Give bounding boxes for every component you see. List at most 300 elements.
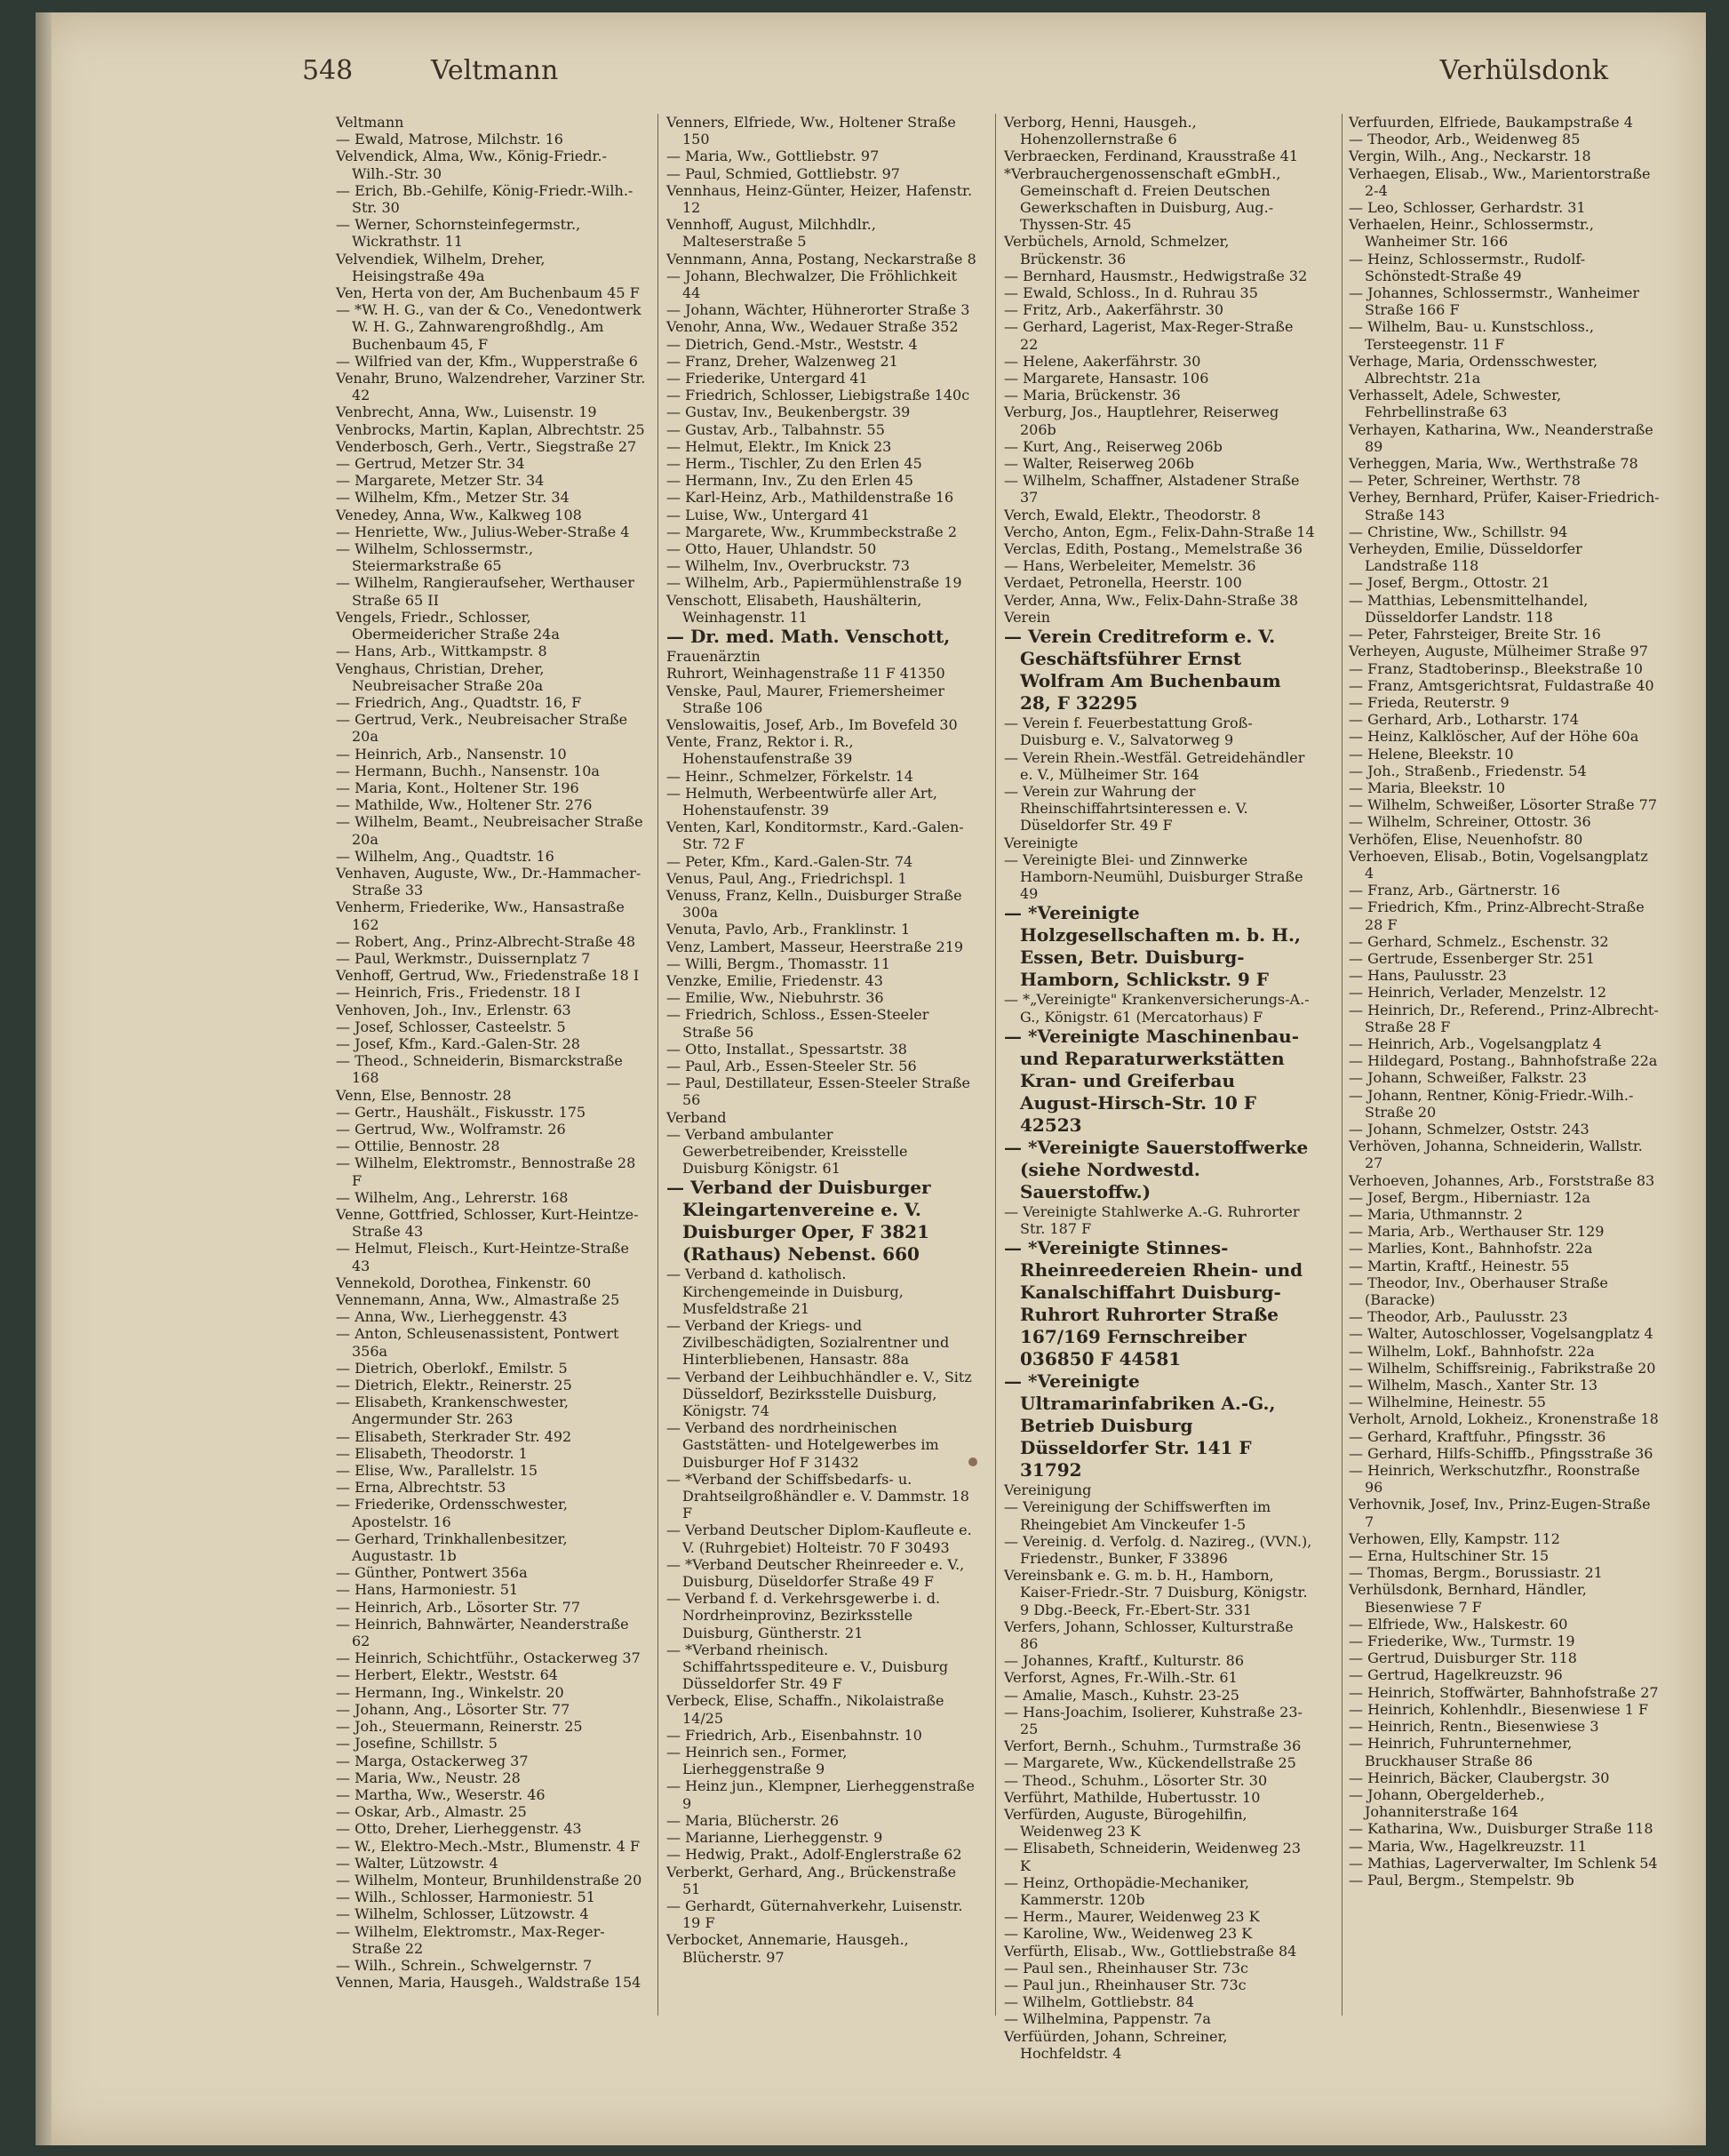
directory-entry: — Wilhelm, Kfm., Metzer Str. 34 <box>336 489 570 507</box>
directory-entry: Vennen, Maria, Hausgeh., Waldstraße 154 <box>336 1974 641 1992</box>
directory-entry: — *„Vereinigte" Krankenversicherungs-A.-G., Königstr. 61 (Mercatorhaus) F <box>1004 991 1310 1026</box>
directory-entry: — Vereinigte Blei- und Zinnwerke Hamborn-Neumühl, Duisburger Straße 49 <box>1004 850 1303 903</box>
directory-entry: — Fritz, Arb., Aakerfährstr. 30 <box>1004 301 1224 319</box>
directory-entry: — Heinrich, Rentn., Biesenwiese 3 <box>1349 1718 1599 1736</box>
directory-entry: Verband <box>666 1108 727 1126</box>
directory-entry: Venus, Paul, Ang., Friedrichspl. 1 <box>666 869 907 887</box>
directory-entry: — Peter, Fahrsteiger, Breite Str. 16 <box>1349 626 1601 643</box>
directory-entry: — Maria, Uthmannstr. 2 <box>1349 1206 1523 1223</box>
directory-entry: — Wilhelm, Schiffsreinig., Fabrikstraße 20 <box>1349 1359 1656 1377</box>
directory-entry: Verhage, Maria, Ordensschwester, Albrechtstr. 21a <box>1349 352 1598 387</box>
directory-entry: Venuta, Pavlo, Arb., Franklinstr. 1 <box>666 921 911 938</box>
directory-entry: Verfürden, Auguste, Bürogehilfin, Weidenweg 23 K <box>1004 1806 1247 1841</box>
directory-entry: — *Vereinigte Stinnes-Rheinreedereien Rhein- und Kanalschiffahrt Duisburg-Ruhrort Ruhrorter Straße 167/169 Fernschreiber 036850 F 44581 <box>1004 1237 1303 1370</box>
directory-entry: — Peter, Schreiner, Werthstr. 78 <box>1349 472 1581 490</box>
directory-entry: — Heinrich, Dr., Referend., Prinz-Albrecht-Straße 28 F <box>1349 1001 1659 1035</box>
directory-entry: — Johann, Rentner, König-Friedr.-Wilh.-Straße 20 <box>1349 1086 1634 1121</box>
directory-entry: — Margarete, Ww., Krummbeckstraße 2 <box>666 523 957 540</box>
directory-entry: — Hans-Joachim, Isolierer, Kuhstraße 23-25 <box>1004 1703 1303 1737</box>
directory-entry: — Verband des nordrheinischen Gaststätten- und Hotelgewerbes im Duisburger Hof F 31432 <box>666 1419 939 1471</box>
directory-entry: Vereinsbank e. G. m. b. H., Hamborn, Kaiser-Friedr.-Str. 7 Duisburg, Königstr. 9 Dbg.-Beeck, Fr.-Ebert-Str. 331 <box>1004 1567 1308 1618</box>
directory-entry: Venhoff, Gertrud, Ww., Friedenstraße 18 I <box>336 967 640 985</box>
directory-entry: — Erich, Bb.-Gehilfe, König-Friedr.-Wilh.-Str. 30 <box>336 181 633 217</box>
directory-entry: Verbocket, Annemarie, Hausgeh., Blücherstr. 97 <box>666 1931 909 1966</box>
left-running-head: Veltmann <box>431 55 559 86</box>
directory-entry: Verburg, Jos., Hauptlehrer, Reiserweg 206b <box>1004 403 1279 438</box>
directory-entry: — W., Elektro-Mech.-Mstr., Blumenstr. 4 F <box>336 1837 641 1855</box>
directory-entry: Verfuurden, Elfriede, Baukampstraße 4 <box>1349 114 1633 131</box>
directory-entry: Verborg, Henni, Hausgeh., Hohenzollernstraße 6 <box>1004 114 1197 148</box>
directory-entry: — Paul jun., Rheinhauser Str. 73c <box>1004 1976 1247 1994</box>
directory-entry: — Marlies, Kont., Bahnhofstr. 22a <box>1349 1240 1593 1258</box>
directory-entry: — Maria, Brückenstr. 36 <box>1004 387 1181 404</box>
directory-entry: — Christine, Ww., Schillstr. 94 <box>1349 523 1568 540</box>
directory-entry: — Wilhelm, Schaffner, Alstadener Straße 37 <box>1004 472 1300 507</box>
directory-entry: — Vereinig. d. Verfolg. d. Nazireg., (VVN.), Friedenstr., Bunker, F 33896 <box>1004 1532 1312 1567</box>
directory-entry: — Friedrich, Kfm., Prinz-Albrecht-Straße 28 F <box>1349 898 1645 933</box>
directory-entry: — Paul, Werkmstr., Duissernplatz 7 <box>336 949 591 967</box>
directory-entry: Verch, Ewald, Elektr., Theodorstr. 8 <box>1004 506 1262 523</box>
directory-entry: — Anton, Schleusenassistent, Pontwert 356a <box>336 1325 619 1360</box>
directory-entry: — Verband der Kriegs- und Zivilbeschädigten, Sozialrentner und Hinterbliebenen, Hansastr. 88a <box>666 1317 950 1369</box>
directory-entry: — Maria, Blücherstr. 26 <box>666 1811 840 1829</box>
directory-entry: Verfürth, Elisab., Ww., Gottliebstraße 84 <box>1004 1942 1297 1960</box>
directory-entry: — Martha, Ww., Weserstr. 46 <box>336 1785 546 1803</box>
directory-entry: — Friederike, Untergard 41 <box>666 370 868 387</box>
directory-entry: — Ottilie, Bennostr. 28 <box>336 1138 500 1155</box>
directory-entry: Vercho, Anton, Egm., Felix-Dahn-Straße 14 <box>1004 523 1315 540</box>
directory-entry: — Gerhard, Lagerist, Max-Reger-Straße 22 <box>1004 318 1294 353</box>
directory-entry: — Dietrich, Elektr., Reinerstr. 25 <box>336 1377 572 1394</box>
directory-entry: — Dietrich, Gend.-Mstr., Weststr. 4 <box>666 335 918 353</box>
directory-entry: — Walter, Autoschlosser, Vogelsangplatz 4 <box>1349 1325 1653 1343</box>
directory-entry: Venn, Else, Bennostr. 28 <box>336 1086 512 1104</box>
directory-entry: Vereinigung <box>1004 1481 1092 1499</box>
directory-entry: — Heinrich, Schichtführ., Ostackerweg 37 <box>336 1649 641 1667</box>
directory-entry: Ruhrort, Weinhagenstraße 11 F 41350 <box>666 665 945 683</box>
directory-entry: — Leo, Schlosser, Gerhardstr. 31 <box>1349 199 1586 217</box>
directory-entry: Verhoeven, Johannes, Arb., Forststraße 83 <box>1349 1171 1655 1189</box>
directory-entry: — Elisabeth, Krankenschwester, Angermunder Str. 263 <box>336 1393 570 1428</box>
directory-entry: — Verein Rhein.-Westfäl. Getreidehändler e. V., Mülheimer Str. 164 <box>1004 748 1305 783</box>
directory-entry: Verder, Anna, Ww., Felix-Dahn-Straße 38 <box>1004 591 1298 609</box>
directory-entry: — Elisabeth, Theodorstr. 1 <box>336 1444 528 1462</box>
directory-entry: — Vereinigte Stahlwerke A.-G. Ruhrorter Str. 187 F <box>1004 1202 1300 1237</box>
directory-entry: — Gertrud, Verk., Neubreisacher Straße 20a <box>336 711 628 746</box>
directory-entry: — Wilhelm, Elektromstr., Bennostraße 28 F <box>336 1154 636 1189</box>
directory-entry: — Gerhard, Trinkhallenbesitzer, Augustastr. 1b <box>336 1529 568 1565</box>
directory-entry: — Mathilde, Ww., Holtener Str. 276 <box>336 796 593 814</box>
column-divider <box>995 114 996 2016</box>
directory-entry: — Franz, Stadtoberinsp., Bleekstraße 10 <box>1349 659 1643 677</box>
directory-entry: — Mathias, Lagerverwalter, Im Schlenk 54 <box>1349 1854 1658 1872</box>
column-2 <box>666 114 977 2016</box>
directory-entry: — Robert, Ang., Prinz-Albrecht-Straße 48 <box>336 932 636 950</box>
directory-entry: Venbrocks, Martin, Kaplan, Albrechtstr. 25 <box>336 420 645 438</box>
directory-entry: Venahr, Bruno, Walzendreher, Varziner Str. 42 <box>336 370 646 404</box>
directory-entry: Vengels, Friedr., Schlosser, Obermeidericher Straße 24a <box>336 608 560 643</box>
column-3 <box>1004 114 1315 2062</box>
directory-entry: — *Vereinigte Sauerstoffwerke (siehe Nordwestd. Sauerstoffw.) <box>1004 1136 1309 1202</box>
page-edge <box>36 12 52 2145</box>
directory-entry: — Wilh., Schrein., Schwelgernstr. 7 <box>336 1956 593 1974</box>
directory-entry: Verfers, Johann, Schlosser, Kulturstraße 86 <box>1004 1617 1294 1652</box>
directory-entry: — Heinz, Kalklöscher, Auf der Höhe 60a <box>1349 728 1639 746</box>
directory-entry: — Josef, Bergm., Hiberniastr. 12a <box>1349 1188 1590 1206</box>
directory-entry: — Friedrich, Ang., Quadtstr. 16, F <box>336 693 582 711</box>
directory-entry: — Frieda, Reuterstr. 9 <box>1349 693 1510 711</box>
directory-entry: Frauenärztin <box>666 648 761 666</box>
directory-entry: — Gertrud, Duisburger Str. 118 <box>1349 1649 1577 1667</box>
directory-entry: — Heinrich, Arb., Lösorter Str. 77 <box>336 1598 581 1616</box>
directory-entry: — Johann, Blechwalzer, Die Fröhlichkeit 44 <box>666 267 958 302</box>
directory-entry: — Hedwig, Prakt., Adolf-Englerstraße 62 <box>666 1846 962 1864</box>
directory-entry: — Heinrich, Fuhrunternehmer, Bruckhauser Straße 86 <box>1349 1735 1573 1769</box>
directory-entry: — Friedrich, Arb., Eisenbahnstr. 10 <box>666 1726 922 1744</box>
page-number: 548 <box>302 55 354 86</box>
directory-entry: — Hans, Harmoniestr. 51 <box>336 1581 519 1599</box>
directory-entry: — Helene, Aakerfährstr. 30 <box>1004 352 1201 370</box>
directory-entry: Venslowaitis, Josef, Arb., Im Bovefeld 30 <box>666 715 958 733</box>
directory-entry: — Emilie, Ww., Niebuhrstr. 36 <box>666 989 884 1007</box>
directory-entry: — Heinrich, Stoffwärter, Bahnhofstraße 27 <box>1349 1683 1659 1701</box>
directory-entry: Venherm, Friederike, Ww., Hansastraße 162 <box>336 898 625 933</box>
directory-entry: — Joh., Steuermann, Reinerstr. 25 <box>336 1718 583 1736</box>
directory-entry: — Wilhelm, Bau- u. Kunstschloss., Tersteegenstr. 11 F <box>1349 318 1594 353</box>
directory-entry: — Johann, Obergelderheb., Johanniterstraße 164 <box>1349 1785 1545 1821</box>
directory-entry: Velvendick, Alma, Ww., König-Friedr.-Wilh.-Str. 30 <box>336 148 607 182</box>
directory-entry: — Josefine, Schillstr. 5 <box>336 1735 498 1753</box>
directory-entry: Vereinigte <box>1004 834 1079 851</box>
directory-entry: Venhoven, Joh., Inv., Erlenstr. 63 <box>336 1001 571 1018</box>
directory-entry: — Heinrich sen., Former, Lierheggenstraße 9 <box>666 1744 848 1778</box>
directory-entry: — Helmut, Elektr., Im Knick 23 <box>666 437 892 455</box>
directory-entry: Verhayen, Katharina, Ww., Neanderstraße 89 <box>1349 420 1653 455</box>
directory-entry: — Johann, Ang., Lösorter Str. 77 <box>336 1700 570 1718</box>
directory-entry: — Friederike, Ww., Turmstr. 19 <box>1349 1633 1575 1650</box>
directory-entry: Venderbosch, Gerh., Vertr., Siegstraße 27 <box>336 437 637 455</box>
directory-entry: — Wilfried van der, Kfm., Wupperstraße 6 <box>336 352 638 370</box>
directory-entry: — Marianne, Lierheggenstr. 9 <box>666 1829 883 1847</box>
directory-entry: — Johann, Wächter, Hühnerorter Straße 3 <box>666 301 970 319</box>
directory-entry: Venske, Paul, Maurer, Friemersheimer Straße 106 <box>666 682 945 716</box>
directory-entry: Verhülsdonk, Bernhard, Händler, Biesenwiese 7 F <box>1349 1581 1587 1616</box>
directory-entry: — Heinz jun., Klempner, Lierheggenstraße 9 <box>666 1777 975 1812</box>
directory-entry: — Gerhard, Kraftfuhr., Pfingsstr. 36 <box>1349 1427 1606 1445</box>
directory-entry: Verhaegen, Elisab., Ww., Marientorstraße 2-4 <box>1349 164 1651 199</box>
directory-entry: — Josef, Schlosser, Casteelstr. 5 <box>336 1018 566 1035</box>
directory-entry: — Wilhelm, Rangieraufseher, Werthauser Straße 65 II <box>336 574 634 609</box>
directory-entry: — Theod., Schuhm., Lösorter Str. 30 <box>1004 1771 1268 1789</box>
directory-entry: — Ewald, Schloss., In d. Ruhrau 35 <box>1004 284 1258 302</box>
directory-entry: Venghaus, Christian, Dreher, Neubreisacher Straße 20a <box>336 659 545 694</box>
directory-entry: Verhovnik, Josef, Inv., Prinz-Eugen-Straße 7 <box>1349 1496 1651 1530</box>
directory-entry: — Gertrude, Essenberger Str. 251 <box>1349 949 1595 967</box>
directory-entry: — Verband der Leihbuchhändler e. V., Sitz Düsseldorf, Bezirksstelle Duisburg, Königstr. 74 <box>666 1368 972 1420</box>
directory-entry: Vennekold, Dorothea, Finkenstr. 60 <box>336 1274 592 1291</box>
page-header <box>302 53 1608 96</box>
directory-entry: Venedey, Anna, Ww., Kalkweg 108 <box>336 506 582 523</box>
directory-entry: — *Verband der Schiffsbedarfs- u. Drahtseilgroßhändler e. V. Dammstr. 18 F <box>666 1470 969 1522</box>
directory-entry: — Maria, Kont., Holtener Str. 196 <box>336 779 579 796</box>
directory-entry: — Martin, Kraftf., Heinestr. 55 <box>1349 1257 1570 1274</box>
directory-entry: — Wilhelm, Monteur, Brunhildenstraße 20 <box>336 1871 642 1888</box>
directory-entry: — Heinr., Schmelzer, Förkelstr. 14 <box>666 767 913 785</box>
directory-entry: — Elise, Ww., Parallelstr. 15 <box>336 1462 538 1480</box>
directory-entry: — Wilh., Schlosser, Harmoniestr. 51 <box>336 1888 595 1906</box>
directory-entry: — Paul, Destillateur, Essen-Steeler Straße 56 <box>666 1074 971 1109</box>
directory-entry: — Wilhelm, Ang., Quadtstr. 16 <box>336 847 554 865</box>
directory-entry: Verhasselt, Adele, Schwester, Fehrbellinstraße 63 <box>1349 387 1562 421</box>
directory-entry: — Maria, Ww., Neustr. 28 <box>336 1769 521 1786</box>
directory-entry: — Maria, Arb., Werthauser Str. 129 <box>1349 1223 1605 1241</box>
directory-entry: — Anna, Ww., Lierheggenstr. 43 <box>336 1308 568 1326</box>
directory-entry: — Wilhelm, Arb., Papiermühlenstraße 19 <box>666 574 962 592</box>
directory-entry: — Werner, Schornsteinfegermstr., Wickrathstr. 11 <box>336 216 581 251</box>
directory-entry: Vennhoff, August, Milchhdlr., Malteserstraße 5 <box>666 216 876 251</box>
directory-entry: — Maria, Ww., Hagelkreuzstr. 11 <box>1349 1837 1587 1855</box>
directory-entry: — *Vereinigte Ultramarinfabriken A.-G., Betrieb Duisburg Düsseldorfer Str. 141 F 31792 <box>1004 1370 1276 1481</box>
directory-entry: — Henriette, Ww., Julius-Weber-Straße 4 <box>336 523 630 540</box>
directory-entry: — Bernhard, Hausmstr., Hedwigstraße 32 <box>1004 267 1308 284</box>
directory-entry: — Theodor, Arb., Paulusstr. 23 <box>1349 1308 1568 1326</box>
directory-entry: — Wilhelm, Schlossermstr., Steiermarkstraße 65 <box>336 540 534 575</box>
directory-entry: — *Vereinigte Holzgesellschaften m. b. H., Essen, Betr. Duisburg-Hamborn, Schlickstr. 9 F <box>1004 902 1301 991</box>
directory-entry: — Helmuth, Werbeentwürfe aller Art, Hohenstaufenstr. 39 <box>666 784 937 818</box>
directory-entry: — Wilhelm, Inv., Overbruckstr. 73 <box>666 557 910 575</box>
directory-entry: — Heinrich, Fris., Friedenstr. 18 I <box>336 984 581 1002</box>
directory-entry: — Helene, Bleekstr. 10 <box>1349 745 1514 763</box>
directory-entry: — Heinrich, Verlader, Menzelstr. 12 <box>1349 984 1606 1002</box>
directory-entry: — Otto, Dreher, Lierheggenstr. 43 <box>336 1820 582 1838</box>
directory-entry: — Heinrich, Arb., Vogelsangplatz 4 <box>1349 1034 1602 1052</box>
directory-entry: — Joh., Straßenb., Friedenstr. 54 <box>1349 762 1587 779</box>
directory-entry: Verdaet, Petronella, Heerstr. 100 <box>1004 574 1242 592</box>
directory-entry: — Wilhelmina, Pappenstr. 7a <box>1004 2010 1211 2028</box>
directory-entry: — Margarete, Ww., Kückendellstraße 25 <box>1004 1754 1296 1772</box>
directory-entry: — Oskar, Arb., Almastr. 25 <box>336 1803 527 1821</box>
directory-entry: — Günther, Pontwert 356a <box>336 1564 528 1582</box>
directory-entry: Vennhaus, Heinz-Günter, Heizer, Hafenstr. 12 <box>666 181 973 217</box>
directory-entry: — Helmut, Fleisch., Kurt-Heintze-Straße 43 <box>336 1240 629 1274</box>
directory-entry: Venschott, Elisabeth, Haushälterin, Weinhagenstr. 11 <box>666 591 922 626</box>
directory-entry: — Walter, Lützowstr. 4 <box>336 1854 498 1872</box>
directory-entry: — Dr. med. Math. Venschott, <box>666 626 951 648</box>
directory-entry: — Gertrud, Metzer Str. 34 <box>336 455 525 473</box>
directory-entry: — Wilhelm, Masch., Xanter Str. 13 <box>1349 1377 1598 1394</box>
directory-entry: — Heinrich, Arb., Nansenstr. 10 <box>336 745 567 763</box>
directory-entry: — Franz, Amtsgerichtsrat, Fuldastraße 40 <box>1349 676 1654 694</box>
directory-entry: Verbraecken, Ferdinand, Krausstraße 41 <box>1004 148 1299 165</box>
directory-entry: — Wilhelmine, Heinestr. 55 <box>1349 1393 1546 1411</box>
directory-entry: Venbrecht, Anna, Ww., Luisenstr. 19 <box>336 403 597 421</box>
directory-entry: — Gertrud, Ww., Wolframstr. 26 <box>336 1120 566 1138</box>
directory-entry: — Franz, Dreher, Walzenweg 21 <box>666 352 898 370</box>
directory-entry: — Verein Creditreform e. V. Geschäftsführer Ernst Wolfram Am Buchenbaum 28, F 32295 <box>1004 626 1281 715</box>
directory-entry: — Wilhelm, Beamt., Neubreisacher Straße 20a <box>336 813 643 848</box>
directory-entry: — Wilhelm, Ang., Lehrerstr. 168 <box>336 1188 569 1206</box>
directory-entry: — Hans, Paulusstr. 23 <box>1349 967 1507 985</box>
directory-entry: — Verband Deutscher Diplom-Kaufleute e. V. (Ruhrgebiet) Holteistr. 70 F 30493 <box>666 1521 972 1556</box>
directory-entry: — Erna, Hultschiner Str. 15 <box>1349 1547 1550 1565</box>
directory-entry: — *W. H. G., van der & Co., Venedontwerk W. H. G., Zahnwarengroßhdlg., Am Buchenbaum 45, F <box>336 301 641 353</box>
directory-entry: — Friederike, Ordensschwester, Apostelstr. 16 <box>336 1496 568 1530</box>
directory-entry: — Thomas, Bergm., Borussiastr. 21 <box>1349 1564 1603 1582</box>
directory-entry: Verführt, Mathilde, Hubertusstr. 10 <box>1004 1788 1261 1806</box>
directory-entry: Vergin, Wilh., Ang., Neckarstr. 18 <box>1349 148 1591 165</box>
directory-entry: — Otto, Hauer, Uhlandstr. 50 <box>666 540 877 558</box>
directory-entry: — Heinrich, Kohlenhdlr., Biesenwiese 1 F <box>1349 1700 1649 1718</box>
directory-entry: Venuss, Franz, Kelln., Duisburger Straße 300a <box>666 886 962 922</box>
directory-entry: — Gerhard, Hilfs-Schiffb., Pfingsstraße 36 <box>1349 1444 1653 1462</box>
directory-entry: Vente, Franz, Rektor i. R., Hohenstaufenstraße 39 <box>666 733 854 768</box>
directory-entry: — Karoline, Ww., Weidenweg 23 K <box>1004 1925 1253 1943</box>
directory-entry: Verclas, Edith, Postang., Memelstraße 36 <box>1004 540 1303 558</box>
directory-entry: — Friedrich, Schlosser, Liebigstraße 140c <box>666 387 970 404</box>
directory-entry: — Verein f. Feuerbestattung Groß-Duisburg e. V., Salvatorweg 9 <box>1004 715 1253 749</box>
directory-entry: — Herbert, Elektr., Weststr. 64 <box>336 1666 558 1684</box>
directory-entry: — Luise, Ww., Untergard 41 <box>666 506 870 523</box>
directory-entry: Verhey, Bernhard, Prüfer, Kaiser-Friedrich-Straße 143 <box>1349 489 1660 523</box>
directory-entry: — Johann, Schmelzer, Oststr. 243 <box>1349 1120 1590 1138</box>
ink-dot <box>968 1457 977 1466</box>
directory-entry: — Margarete, Metzer Str. 34 <box>336 472 545 490</box>
directory-entry: — Amalie, Masch., Kuhstr. 23-25 <box>1004 1686 1239 1704</box>
directory-entry: Venten, Karl, Konditormstr., Kard.-Galen-Str. 72 F <box>666 818 964 853</box>
directory-entry: — Verband der Duisburger Kleingartenvereine e. V. Duisburger Oper, F 3821 (Rathaus) Nebenst. 660 <box>666 1177 931 1266</box>
directory-entry: Venners, Elfriede, Ww., Holtener Straße 150 <box>666 114 956 148</box>
directory-entry: — Hildegard, Postang., Bahnhofstraße 22a <box>1349 1052 1658 1070</box>
directory-entry: Verhöfen, Elise, Neuenhofstr. 80 <box>1349 830 1583 848</box>
directory-entry: — Karl-Heinz, Arb., Mathildenstraße 16 <box>666 489 954 507</box>
directory-entry: — Herm., Maurer, Weidenweg 23 K <box>1004 1908 1260 1926</box>
directory-entry: — Heinrich, Werkschutzfhr., Roonstraße 96 <box>1349 1462 1640 1497</box>
directory-entry: Venhaven, Auguste, Ww., Dr.-Hammacher-Straße 33 <box>336 864 641 899</box>
directory-columns <box>336 114 1660 2062</box>
directory-entry: — Hermann, Inv., Zu den Erlen 45 <box>666 472 913 490</box>
directory-entry: Verheggen, Maria, Ww., Werthstraße 78 <box>1349 455 1638 473</box>
directory-entry: — Dietrich, Oberlokf., Emilstr. 5 <box>336 1359 568 1377</box>
directory-entry: — *Verband rheinisch. Schiffahrtsspediteure e. V., Duisburg Düsseldorfer Str. 49 F <box>666 1641 949 1693</box>
directory-entry: — Heinz, Schlossermstr., Rudolf-Schönstedt-Straße 49 <box>1349 250 1586 284</box>
directory-entry: — Theodor, Inv., Oberhauser Straße (Baracke) <box>1349 1274 1608 1309</box>
directory-entry: Verbeck, Elise, Schaffn., Nikolaistraße 14/25 <box>666 1692 944 1727</box>
directory-entry: — Heinrich, Bahnwärter, Neanderstraße 62 <box>336 1615 629 1650</box>
directory-entry: — Johann, Schweißer, Falkstr. 23 <box>1349 1069 1587 1087</box>
directory-entry: Velvendiek, Wilhelm, Dreher, Heisingstraße 49a <box>336 250 546 284</box>
directory-entry: — Maria, Ww., Gottliebstr. 97 <box>666 148 880 165</box>
directory-entry: — Josef, Kfm., Kard.-Galen-Str. 28 <box>336 1034 580 1052</box>
directory-entry: — Verband d. katholisch. Kirchengemeinde in Duisburg, Musfeldstraße 21 <box>666 1266 904 1317</box>
directory-entry: — Gerhardt, Güternahverkehr, Luisenstr. 19 F <box>666 1896 963 1932</box>
directory-entry: Venzke, Emilie, Friedenstr. 43 <box>666 971 883 989</box>
directory-entry: Verhoeven, Elisab., Botin, Vogelsangplatz 4 <box>1349 847 1648 882</box>
directory-entry: — Ewald, Matrose, Milchstr. 16 <box>336 131 563 148</box>
directory-entry: Ven, Herta von der, Am Buchenbaum 45 F <box>336 284 640 302</box>
directory-entry: — Josef, Bergm., Ottostr. 21 <box>1349 574 1550 592</box>
directory-entry: Verein <box>1004 608 1051 626</box>
directory-entry: Verfort, Bernh., Schuhm., Turmstraße 36 <box>1004 1737 1302 1755</box>
directory-entry: — Wilhelm, Schweißer, Lösorter Straße 77 <box>1349 796 1658 814</box>
directory-entry: — *Verband Deutscher Rheinreeder e. V., Duisburg, Düseldorfer Straße 49 F <box>666 1555 965 1591</box>
column-1 <box>336 114 647 2016</box>
directory-entry: Verberkt, Gerhard, Ang., Brückenstraße 51 <box>666 1863 957 1897</box>
directory-entry: — Hermann, Buchh., Nansenstr. 10a <box>336 762 600 779</box>
directory-entry: — *Vereinigte Maschinenbau- und Reparaturwerkstätten Kran- und Greiferbau August-Hirsch-Str. 10 F 42523 <box>1004 1025 1300 1136</box>
directory-entry: — Gerhard, Schmelz., Eschenstr. 32 <box>1349 932 1609 950</box>
directory-entry: Veltmann <box>336 114 404 131</box>
directory-entry: — Gustav, Arb., Talbahnstr. 55 <box>666 420 885 438</box>
directory-entry: — Erna, Albrechtstr. 53 <box>336 1479 506 1497</box>
directory-entry: — Kurt, Ang., Reiserweg 206b <box>1004 437 1223 455</box>
directory-entry: Verholt, Arnold, Lokheiz., Kronenstraße 18 <box>1349 1410 1659 1428</box>
directory-entry: — Walter, Reiserweg 206b <box>1004 455 1194 473</box>
directory-entry: Venne, Gottfried, Schlosser, Kurt-Heintze-Straße 43 <box>336 1206 639 1241</box>
directory-entry: *Verbrauchergenossenschaft eGmbH., Gemeinschaft d. Freien Deutschen Gewerkschaften in Duisburg, Aug.-Thyssen-Str. 45 <box>1004 164 1281 234</box>
directory-entry: Venohr, Anna, Ww., Wedauer Straße 352 <box>666 318 959 336</box>
directory-entry: Verhowen, Elly, Kampstr. 112 <box>1349 1529 1560 1547</box>
directory-entry: Verheyen, Auguste, Mülheimer Straße 97 <box>1349 643 1648 660</box>
directory-entry: — Willi, Bergm., Thomasstr. 11 <box>666 954 891 972</box>
directory-entry: — Heinz, Orthopädie-Mechaniker, Kammerstr. 120b <box>1004 1873 1249 1909</box>
directory-entry: Vennmann, Anna, Postang, Neckarstraße 8 <box>666 250 976 268</box>
directory-entry: — Wilhelm, Schreiner, Ottostr. 36 <box>1349 813 1591 831</box>
directory-entry: — Elisabeth, Schneiderin, Weidenweg 23 K <box>1004 1840 1302 1874</box>
directory-entry: — Hans, Arb., Wittkampstr. 8 <box>336 643 547 660</box>
directory-entry: — Franz, Arb., Gärtnerstr. 16 <box>1349 882 1560 899</box>
directory-entry: — Verein zur Wahrung der Rheinschiffahrtsinteressen e. V. Düseldorfer Str. 49 F <box>1004 782 1248 834</box>
directory-entry: — Gerhard, Arb., Lotharstr. 174 <box>1349 711 1580 729</box>
directory-entry: Verheyden, Emilie, Düsseldorfer Landstraße 118 <box>1349 540 1582 575</box>
directory-entry: — Theodor, Arb., Weidenweg 85 <box>1349 131 1581 148</box>
directory-entry: — Wilhelm, Elektromstr., Max-Reger-Straße 22 <box>336 1922 605 1957</box>
directory-entry: — Johannes, Kraftf., Kulturstr. 86 <box>1004 1652 1245 1670</box>
directory-entry: — Friedrich, Schloss., Essen-Steeler Straße 56 <box>666 1006 929 1041</box>
directory-entry: — Matthias, Lebensmittelhandel, Düsseldorfer Landstr. 118 <box>1349 591 1589 626</box>
directory-entry: — Gertr., Haushält., Fiskusstr. 175 <box>336 1103 586 1121</box>
directory-entry: — Paul, Bergm., Stempelstr. 9b <box>1349 1871 1574 1888</box>
directory-entry: — Paul, Arb., Essen-Steeler Str. 56 <box>666 1057 917 1074</box>
directory-entry: — Theod., Schneiderin, Bismarckstraße 168 <box>336 1052 623 1087</box>
directory-entry: Vennemann, Anna, Ww., Almastraße 25 <box>336 1291 620 1309</box>
directory-entry: — Gustav, Inv., Beukenbergstr. 39 <box>666 403 911 421</box>
directory-entry: Verhöven, Johanna, Schneiderin, Wallstr. 27 <box>1349 1138 1643 1172</box>
directory-entry: Verhaelen, Heinr., Schlossermstr., Wanheimer Str. 166 <box>1349 216 1594 251</box>
directory-entry: — Hans, Werbeleiter, Memelstr. 36 <box>1004 557 1256 575</box>
directory-entry: — Gertrud, Hagelkreuzstr. 96 <box>1349 1666 1563 1684</box>
directory-entry: — Wilhelm, Gottliebstr. 84 <box>1004 1993 1194 2011</box>
directory-entry: — Margarete, Hansastr. 106 <box>1004 370 1209 387</box>
column-4 <box>1349 114 1660 2016</box>
right-running-head: Verhülsdonk <box>1439 55 1608 86</box>
directory-entry: — Peter, Kfm., Kard.-Galen-Str. 74 <box>666 852 913 870</box>
directory-entry: Verforst, Agnes, Fr.-Wilh.-Str. 61 <box>1004 1669 1238 1687</box>
column-divider <box>657 114 658 2016</box>
directory-entry: — Otto, Installat., Spessartstr. 38 <box>666 1040 907 1058</box>
directory-entry: Venz, Lambert, Masseur, Heerstraße 219 <box>666 938 964 955</box>
directory-entry: — Elisabeth, Sterkrader Str. 492 <box>336 1427 572 1445</box>
directory-entry: — Maria, Bleekstr. 10 <box>1349 779 1506 796</box>
directory-entry: — Marga, Ostackerweg 37 <box>336 1752 529 1769</box>
directory-entry: — Verband ambulanter Gewerbetreibender, Kreisstelle Duisburg Königstr. 61 <box>666 1125 908 1178</box>
directory-entry: — Wilhelm, Schlosser, Lützowstr. 4 <box>336 1905 589 1923</box>
directory-entry: — Elfriede, Ww., Halskestr. 60 <box>1349 1615 1568 1633</box>
directory-entry: — Vereinigung der Schiffswerften im Rheingebiet Am Vinckeufer 1-5 <box>1004 1498 1271 1533</box>
directory-entry: — Hermann, Ing., Winkelstr. 20 <box>336 1683 564 1701</box>
directory-entry: — Paul, Schmied, Gottliebstr. 97 <box>666 164 900 182</box>
directory-entry: Verbüchels, Arnold, Schmelzer, Brückenstr. 36 <box>1004 233 1230 268</box>
directory-entry: — Paul sen., Rheinhauser Str. 73c <box>1004 1959 1248 1976</box>
